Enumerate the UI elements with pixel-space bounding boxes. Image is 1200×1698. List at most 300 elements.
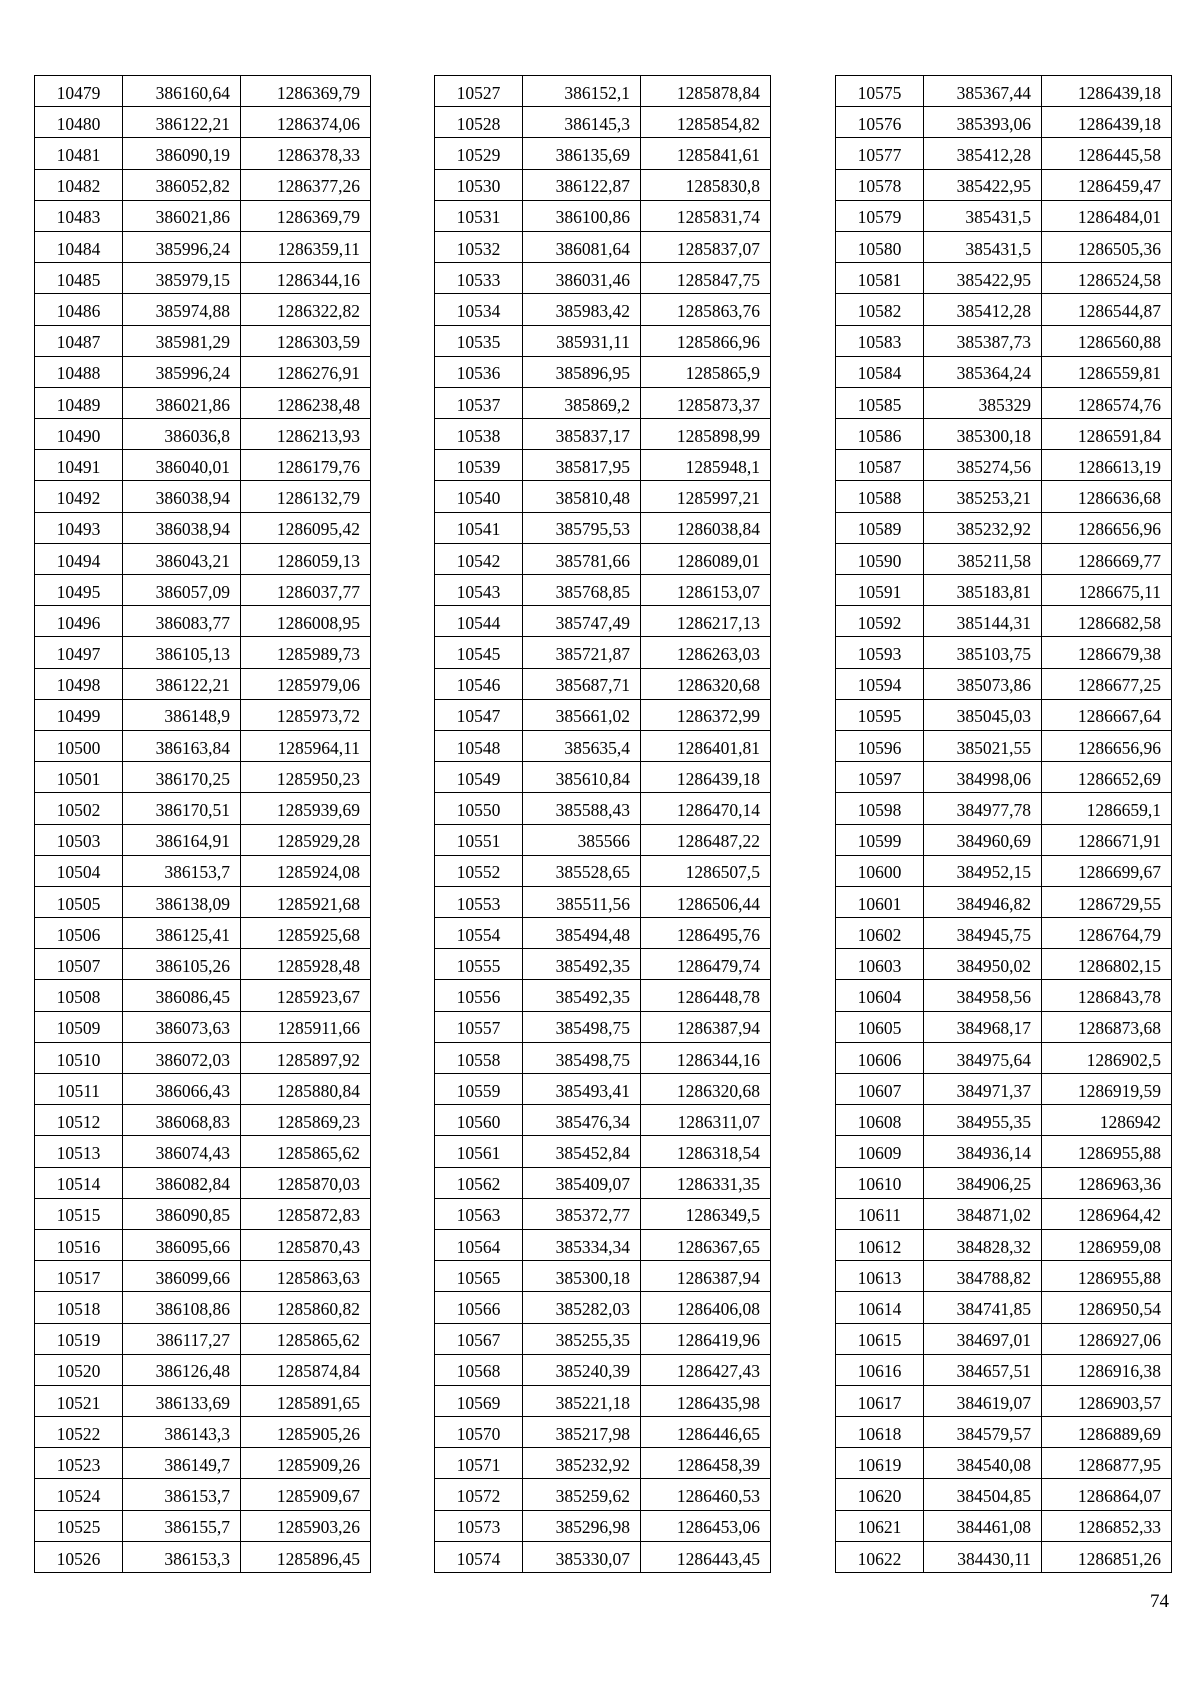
x-coordinate-cell: 384741,85 <box>924 1292 1042 1323</box>
y-coordinate-cell: 1286460,53 <box>641 1479 771 1510</box>
x-coordinate-cell: 384906,25 <box>924 1167 1042 1198</box>
x-coordinate-cell: 385476,34 <box>523 1105 641 1136</box>
x-coordinate-cell: 385255,35 <box>523 1323 641 1354</box>
point-number-cell: 10480 <box>35 107 123 138</box>
x-coordinate-cell: 385232,92 <box>523 1448 641 1479</box>
x-coordinate-cell: 385452,84 <box>523 1136 641 1167</box>
table-row <box>35 294 371 325</box>
point-number-cell: 10581 <box>836 263 924 294</box>
point-number-cell: 10543 <box>435 575 523 606</box>
point-number-cell: 10594 <box>836 668 924 699</box>
x-coordinate-cell: 385781,66 <box>523 543 641 574</box>
point-number-cell: 10482 <box>35 169 123 200</box>
y-coordinate-cell: 1286427,43 <box>641 1354 771 1385</box>
y-coordinate-cell: 1286322,82 <box>241 294 371 325</box>
x-coordinate-cell: 386066,43 <box>123 1074 241 1105</box>
y-coordinate-cell: 1286217,13 <box>641 606 771 637</box>
x-coordinate-cell: 386052,82 <box>123 169 241 200</box>
table-row <box>35 481 371 512</box>
y-coordinate-cell: 1285872,83 <box>241 1198 371 1229</box>
x-coordinate-cell: 386043,21 <box>123 543 241 574</box>
x-coordinate-cell: 386149,7 <box>123 1448 241 1479</box>
table-row <box>435 824 771 855</box>
x-coordinate-cell: 384958,56 <box>924 980 1042 1011</box>
x-coordinate-cell: 386081,64 <box>523 231 641 262</box>
point-number-cell: 10544 <box>435 606 523 637</box>
y-coordinate-cell: 1286439,18 <box>1042 107 1172 138</box>
x-coordinate-cell: 384977,78 <box>924 793 1042 824</box>
point-number-cell: 10592 <box>836 606 924 637</box>
point-number-cell: 10503 <box>35 824 123 855</box>
x-coordinate-cell: 385217,98 <box>523 1417 641 1448</box>
table-row <box>435 1448 771 1479</box>
point-number-cell: 10607 <box>836 1074 924 1105</box>
y-coordinate-cell: 1285865,9 <box>641 356 771 387</box>
x-coordinate-cell: 386072,03 <box>123 1042 241 1073</box>
point-number-cell: 10489 <box>35 387 123 418</box>
table-row <box>836 231 1172 262</box>
point-number-cell: 10518 <box>35 1292 123 1323</box>
x-coordinate-cell: 385721,87 <box>523 637 641 668</box>
y-coordinate-cell: 1286479,74 <box>641 949 771 980</box>
x-coordinate-cell: 385566 <box>523 824 641 855</box>
point-number-cell: 10599 <box>836 824 924 855</box>
table-row <box>435 263 771 294</box>
y-coordinate-cell: 1285903,26 <box>241 1510 371 1541</box>
point-number-cell: 10593 <box>836 637 924 668</box>
y-coordinate-cell: 1286942 <box>1042 1105 1172 1136</box>
table-row <box>836 606 1172 637</box>
x-coordinate-cell: 385896,95 <box>523 356 641 387</box>
y-coordinate-cell: 1286560,88 <box>1042 325 1172 356</box>
y-coordinate-cell: 1285863,76 <box>641 294 771 325</box>
point-number-cell: 10491 <box>35 450 123 481</box>
x-coordinate-cell: 386021,86 <box>123 200 241 231</box>
point-number-cell: 10589 <box>836 512 924 543</box>
table-row <box>435 1385 771 1416</box>
y-coordinate-cell: 1285854,82 <box>641 107 771 138</box>
table-row <box>836 1136 1172 1167</box>
x-coordinate-cell: 385409,07 <box>523 1167 641 1198</box>
point-number-cell: 10577 <box>836 138 924 169</box>
point-number-cell: 10496 <box>35 606 123 637</box>
point-number-cell: 10539 <box>435 450 523 481</box>
table-row <box>435 918 771 949</box>
point-number-cell: 10621 <box>836 1510 924 1541</box>
y-coordinate-cell: 1286591,84 <box>1042 419 1172 450</box>
x-coordinate-cell: 385393,06 <box>924 107 1042 138</box>
x-coordinate-cell: 385817,95 <box>523 450 641 481</box>
point-number-cell: 10553 <box>435 886 523 917</box>
table-row <box>435 356 771 387</box>
x-coordinate-cell: 384657,51 <box>924 1354 1042 1385</box>
y-coordinate-cell: 1285924,08 <box>241 855 371 886</box>
y-coordinate-cell: 1285896,45 <box>241 1541 371 1572</box>
point-number-cell: 10566 <box>435 1292 523 1323</box>
point-number-cell: 10568 <box>435 1354 523 1385</box>
y-coordinate-cell: 1285979,06 <box>241 668 371 699</box>
y-coordinate-cell: 1286359,11 <box>241 231 371 262</box>
point-number-cell: 10525 <box>35 1510 123 1541</box>
point-number-cell: 10583 <box>836 325 924 356</box>
y-coordinate-cell: 1286435,98 <box>641 1385 771 1416</box>
table-row <box>435 387 771 418</box>
point-number-cell: 10541 <box>435 512 523 543</box>
point-number-cell: 10520 <box>35 1354 123 1385</box>
y-coordinate-cell: 1285863,63 <box>241 1261 371 1292</box>
coordinates-table-3 <box>835 75 1172 1573</box>
x-coordinate-cell: 386021,86 <box>123 387 241 418</box>
x-coordinate-cell: 385274,56 <box>924 450 1042 481</box>
x-coordinate-cell: 385282,03 <box>523 1292 641 1323</box>
y-coordinate-cell: 1286851,26 <box>1042 1541 1172 1572</box>
point-number-cell: 10556 <box>435 980 523 1011</box>
point-number-cell: 10484 <box>35 231 123 262</box>
x-coordinate-cell: 384619,07 <box>924 1385 1042 1416</box>
x-coordinate-cell: 385837,17 <box>523 419 641 450</box>
point-number-cell: 10612 <box>836 1229 924 1260</box>
table-row <box>836 138 1172 169</box>
y-coordinate-cell: 1286507,5 <box>641 855 771 886</box>
table-row <box>435 1510 771 1541</box>
point-number-cell: 10605 <box>836 1011 924 1042</box>
table-row <box>836 1354 1172 1385</box>
point-number-cell: 10619 <box>836 1448 924 1479</box>
y-coordinate-cell: 1286377,26 <box>241 169 371 200</box>
y-coordinate-cell: 1286873,68 <box>1042 1011 1172 1042</box>
x-coordinate-cell: 386143,3 <box>123 1417 241 1448</box>
table-row <box>35 1261 371 1292</box>
y-coordinate-cell: 1286349,5 <box>641 1198 771 1229</box>
y-coordinate-cell: 1286729,55 <box>1042 886 1172 917</box>
table-row <box>435 855 771 886</box>
x-coordinate-cell: 385687,71 <box>523 668 641 699</box>
x-coordinate-cell: 386038,94 <box>123 512 241 543</box>
point-number-cell: 10603 <box>836 949 924 980</box>
table-row <box>836 762 1172 793</box>
table-row <box>435 1479 771 1510</box>
point-number-cell: 10490 <box>35 419 123 450</box>
y-coordinate-cell: 1285880,84 <box>241 1074 371 1105</box>
point-number-cell: 10552 <box>435 855 523 886</box>
point-number-cell: 10501 <box>35 762 123 793</box>
page-number: 74 <box>1150 1591 1169 1612</box>
y-coordinate-cell: 1285909,67 <box>241 1479 371 1510</box>
y-coordinate-cell: 1286320,68 <box>641 668 771 699</box>
point-number-cell: 10495 <box>35 575 123 606</box>
coordinates-table-2 <box>434 75 771 1573</box>
y-coordinate-cell: 1286495,76 <box>641 918 771 949</box>
y-coordinate-cell: 1286037,77 <box>241 575 371 606</box>
y-coordinate-cell: 1286470,14 <box>641 793 771 824</box>
table-row <box>836 918 1172 949</box>
y-coordinate-cell: 1285909,26 <box>241 1448 371 1479</box>
x-coordinate-cell: 385330,07 <box>523 1541 641 1572</box>
y-coordinate-cell: 1286303,59 <box>241 325 371 356</box>
table-row <box>836 1417 1172 1448</box>
point-number-cell: 10565 <box>435 1261 523 1292</box>
x-coordinate-cell: 385981,29 <box>123 325 241 356</box>
y-coordinate-cell: 1285891,65 <box>241 1385 371 1416</box>
table-row <box>435 138 771 169</box>
table-row <box>35 1042 371 1073</box>
table-row <box>836 824 1172 855</box>
table-row <box>836 1261 1172 1292</box>
table-row <box>435 1105 771 1136</box>
x-coordinate-cell: 385768,85 <box>523 575 641 606</box>
x-coordinate-cell: 386108,86 <box>123 1292 241 1323</box>
x-coordinate-cell: 384504,85 <box>924 1479 1042 1510</box>
x-coordinate-cell: 386057,09 <box>123 575 241 606</box>
point-number-cell: 10586 <box>836 419 924 450</box>
table-row <box>435 1261 771 1292</box>
x-coordinate-cell: 385747,49 <box>523 606 641 637</box>
table-row <box>435 762 771 793</box>
x-coordinate-cell: 386086,45 <box>123 980 241 1011</box>
x-coordinate-cell: 384430,11 <box>924 1541 1042 1572</box>
point-number-cell: 10529 <box>435 138 523 169</box>
y-coordinate-cell: 1286699,67 <box>1042 855 1172 886</box>
x-coordinate-cell: 384788,82 <box>924 1261 1042 1292</box>
point-number-cell: 10557 <box>435 1011 523 1042</box>
x-coordinate-cell: 386153,3 <box>123 1541 241 1572</box>
table-row <box>435 1417 771 1448</box>
point-number-cell: 10485 <box>35 263 123 294</box>
table-row <box>435 1136 771 1167</box>
table-row <box>35 793 371 824</box>
table-row <box>836 1385 1172 1416</box>
x-coordinate-cell: 386083,77 <box>123 606 241 637</box>
y-coordinate-cell: 1286008,95 <box>241 606 371 637</box>
x-coordinate-cell: 384828,32 <box>924 1229 1042 1260</box>
y-coordinate-cell: 1286369,79 <box>241 76 371 107</box>
point-number-cell: 10519 <box>35 1323 123 1354</box>
point-number-cell: 10559 <box>435 1074 523 1105</box>
x-coordinate-cell: 384871,02 <box>924 1198 1042 1229</box>
y-coordinate-cell: 1286387,94 <box>641 1261 771 1292</box>
point-number-cell: 10578 <box>836 169 924 200</box>
x-coordinate-cell: 384946,82 <box>924 886 1042 917</box>
point-number-cell: 10535 <box>435 325 523 356</box>
table-row <box>836 1229 1172 1260</box>
x-coordinate-cell: 386155,7 <box>123 1510 241 1541</box>
y-coordinate-cell: 1285878,84 <box>641 76 771 107</box>
table-row <box>435 481 771 512</box>
table-row <box>435 730 771 761</box>
y-coordinate-cell: 1286331,35 <box>641 1167 771 1198</box>
table-row <box>35 855 371 886</box>
table-row <box>435 512 771 543</box>
point-number-cell: 10562 <box>435 1167 523 1198</box>
table-row <box>35 107 371 138</box>
point-number-cell: 10572 <box>435 1479 523 1510</box>
y-coordinate-cell: 1285870,03 <box>241 1167 371 1198</box>
table-row <box>35 263 371 294</box>
y-coordinate-cell: 1286238,48 <box>241 387 371 418</box>
x-coordinate-cell: 385253,21 <box>924 481 1042 512</box>
point-number-cell: 10505 <box>35 886 123 917</box>
y-coordinate-cell: 1286667,64 <box>1042 699 1172 730</box>
y-coordinate-cell: 1286089,01 <box>641 543 771 574</box>
y-coordinate-cell: 1285831,74 <box>641 200 771 231</box>
table-row <box>35 637 371 668</box>
point-number-cell: 10523 <box>35 1448 123 1479</box>
x-coordinate-cell: 386152,1 <box>523 76 641 107</box>
point-number-cell: 10527 <box>435 76 523 107</box>
y-coordinate-cell: 1285997,21 <box>641 481 771 512</box>
x-coordinate-cell: 385240,39 <box>523 1354 641 1385</box>
y-coordinate-cell: 1285870,43 <box>241 1229 371 1260</box>
y-coordinate-cell: 1286445,58 <box>1042 138 1172 169</box>
table-row <box>836 637 1172 668</box>
x-coordinate-cell: 385983,42 <box>523 294 641 325</box>
point-number-cell: 10510 <box>35 1042 123 1073</box>
point-number-cell: 10590 <box>836 543 924 574</box>
y-coordinate-cell: 1285898,99 <box>641 419 771 450</box>
y-coordinate-cell: 1285950,23 <box>241 762 371 793</box>
table-row <box>836 699 1172 730</box>
table-row <box>35 1385 371 1416</box>
table-row <box>836 387 1172 418</box>
y-coordinate-cell: 1286679,38 <box>1042 637 1172 668</box>
point-number-cell: 10613 <box>836 1261 924 1292</box>
y-coordinate-cell: 1286320,68 <box>641 1074 771 1105</box>
x-coordinate-cell: 385364,24 <box>924 356 1042 387</box>
table-row <box>435 949 771 980</box>
x-coordinate-cell: 386170,25 <box>123 762 241 793</box>
x-coordinate-cell: 385300,18 <box>924 419 1042 450</box>
point-number-cell: 10596 <box>836 730 924 761</box>
point-number-cell: 10486 <box>35 294 123 325</box>
table-row <box>35 1323 371 1354</box>
x-coordinate-cell: 386099,66 <box>123 1261 241 1292</box>
x-coordinate-cell: 385259,62 <box>523 1479 641 1510</box>
x-coordinate-cell: 384461,08 <box>924 1510 1042 1541</box>
y-coordinate-cell: 1286950,54 <box>1042 1292 1172 1323</box>
table-row <box>836 793 1172 824</box>
table-row <box>836 668 1172 699</box>
x-coordinate-cell: 385021,55 <box>924 730 1042 761</box>
table-row <box>435 980 771 1011</box>
x-coordinate-cell: 385498,75 <box>523 1011 641 1042</box>
point-number-cell: 10508 <box>35 980 123 1011</box>
point-number-cell: 10522 <box>35 1417 123 1448</box>
table-row <box>435 1011 771 1042</box>
point-number-cell: 10521 <box>35 1385 123 1416</box>
y-coordinate-cell: 1285939,69 <box>241 793 371 824</box>
y-coordinate-cell: 1286401,81 <box>641 730 771 761</box>
x-coordinate-cell: 386090,85 <box>123 1198 241 1229</box>
x-coordinate-cell: 386170,51 <box>123 793 241 824</box>
point-number-cell: 10506 <box>35 918 123 949</box>
y-coordinate-cell: 1285830,8 <box>641 169 771 200</box>
y-coordinate-cell: 1285874,84 <box>241 1354 371 1385</box>
y-coordinate-cell: 1285897,92 <box>241 1042 371 1073</box>
y-coordinate-cell: 1285865,62 <box>241 1323 371 1354</box>
y-coordinate-cell: 1286374,06 <box>241 107 371 138</box>
table-row <box>435 668 771 699</box>
point-number-cell: 10500 <box>35 730 123 761</box>
x-coordinate-cell: 385931,11 <box>523 325 641 356</box>
x-coordinate-cell: 386153,7 <box>123 855 241 886</box>
table-row <box>836 107 1172 138</box>
point-number-cell: 10606 <box>836 1042 924 1073</box>
x-coordinate-cell: 386073,63 <box>123 1011 241 1042</box>
y-coordinate-cell: 1286652,69 <box>1042 762 1172 793</box>
point-number-cell: 10548 <box>435 730 523 761</box>
table-row <box>836 855 1172 886</box>
point-number-cell: 10494 <box>35 543 123 574</box>
x-coordinate-cell: 384952,15 <box>924 855 1042 886</box>
table-row <box>836 325 1172 356</box>
y-coordinate-cell: 1286955,88 <box>1042 1261 1172 1292</box>
point-number-cell: 10524 <box>35 1479 123 1510</box>
table-row <box>35 1354 371 1385</box>
y-coordinate-cell: 1285869,23 <box>241 1105 371 1136</box>
y-coordinate-cell: 1286505,36 <box>1042 231 1172 262</box>
y-coordinate-cell: 1285925,68 <box>241 918 371 949</box>
table-row <box>836 1105 1172 1136</box>
table-row <box>836 1198 1172 1229</box>
point-number-cell: 10585 <box>836 387 924 418</box>
y-coordinate-cell: 1286487,22 <box>641 824 771 855</box>
point-number-cell: 10573 <box>435 1510 523 1541</box>
table-row <box>836 419 1172 450</box>
y-coordinate-cell: 1285866,96 <box>641 325 771 356</box>
y-coordinate-cell: 1285837,07 <box>641 231 771 262</box>
table-row <box>836 1479 1172 1510</box>
table-row <box>35 76 371 107</box>
table-row <box>435 1292 771 1323</box>
table-row <box>35 575 371 606</box>
point-number-cell: 10569 <box>435 1385 523 1416</box>
point-number-cell: 10580 <box>836 231 924 262</box>
x-coordinate-cell: 384968,17 <box>924 1011 1042 1042</box>
point-number-cell: 10575 <box>836 76 924 107</box>
x-coordinate-cell: 386082,84 <box>123 1167 241 1198</box>
point-number-cell: 10595 <box>836 699 924 730</box>
point-number-cell: 10532 <box>435 231 523 262</box>
table-row <box>35 138 371 169</box>
table-row <box>35 512 371 543</box>
point-number-cell: 10550 <box>435 793 523 824</box>
table-row <box>435 1042 771 1073</box>
y-coordinate-cell: 1286959,08 <box>1042 1229 1172 1260</box>
table-row <box>435 1354 771 1385</box>
point-number-cell: 10533 <box>435 263 523 294</box>
y-coordinate-cell: 1285847,75 <box>641 263 771 294</box>
y-coordinate-cell: 1286311,07 <box>641 1105 771 1136</box>
point-number-cell: 10616 <box>836 1354 924 1385</box>
table-row <box>435 1229 771 1260</box>
y-coordinate-cell: 1286682,58 <box>1042 606 1172 637</box>
table-row <box>35 200 371 231</box>
table-row <box>35 762 371 793</box>
point-number-cell: 10610 <box>836 1167 924 1198</box>
table-row <box>836 1510 1172 1541</box>
x-coordinate-cell: 386148,9 <box>123 699 241 730</box>
x-coordinate-cell: 385412,28 <box>924 294 1042 325</box>
point-number-cell: 10587 <box>836 450 924 481</box>
x-coordinate-cell: 385221,18 <box>523 1385 641 1416</box>
point-number-cell: 10584 <box>836 356 924 387</box>
point-number-cell: 10488 <box>35 356 123 387</box>
point-number-cell: 10622 <box>836 1541 924 1572</box>
table-row <box>836 1074 1172 1105</box>
table-row <box>435 606 771 637</box>
y-coordinate-cell: 1286524,58 <box>1042 263 1172 294</box>
point-number-cell: 10547 <box>435 699 523 730</box>
